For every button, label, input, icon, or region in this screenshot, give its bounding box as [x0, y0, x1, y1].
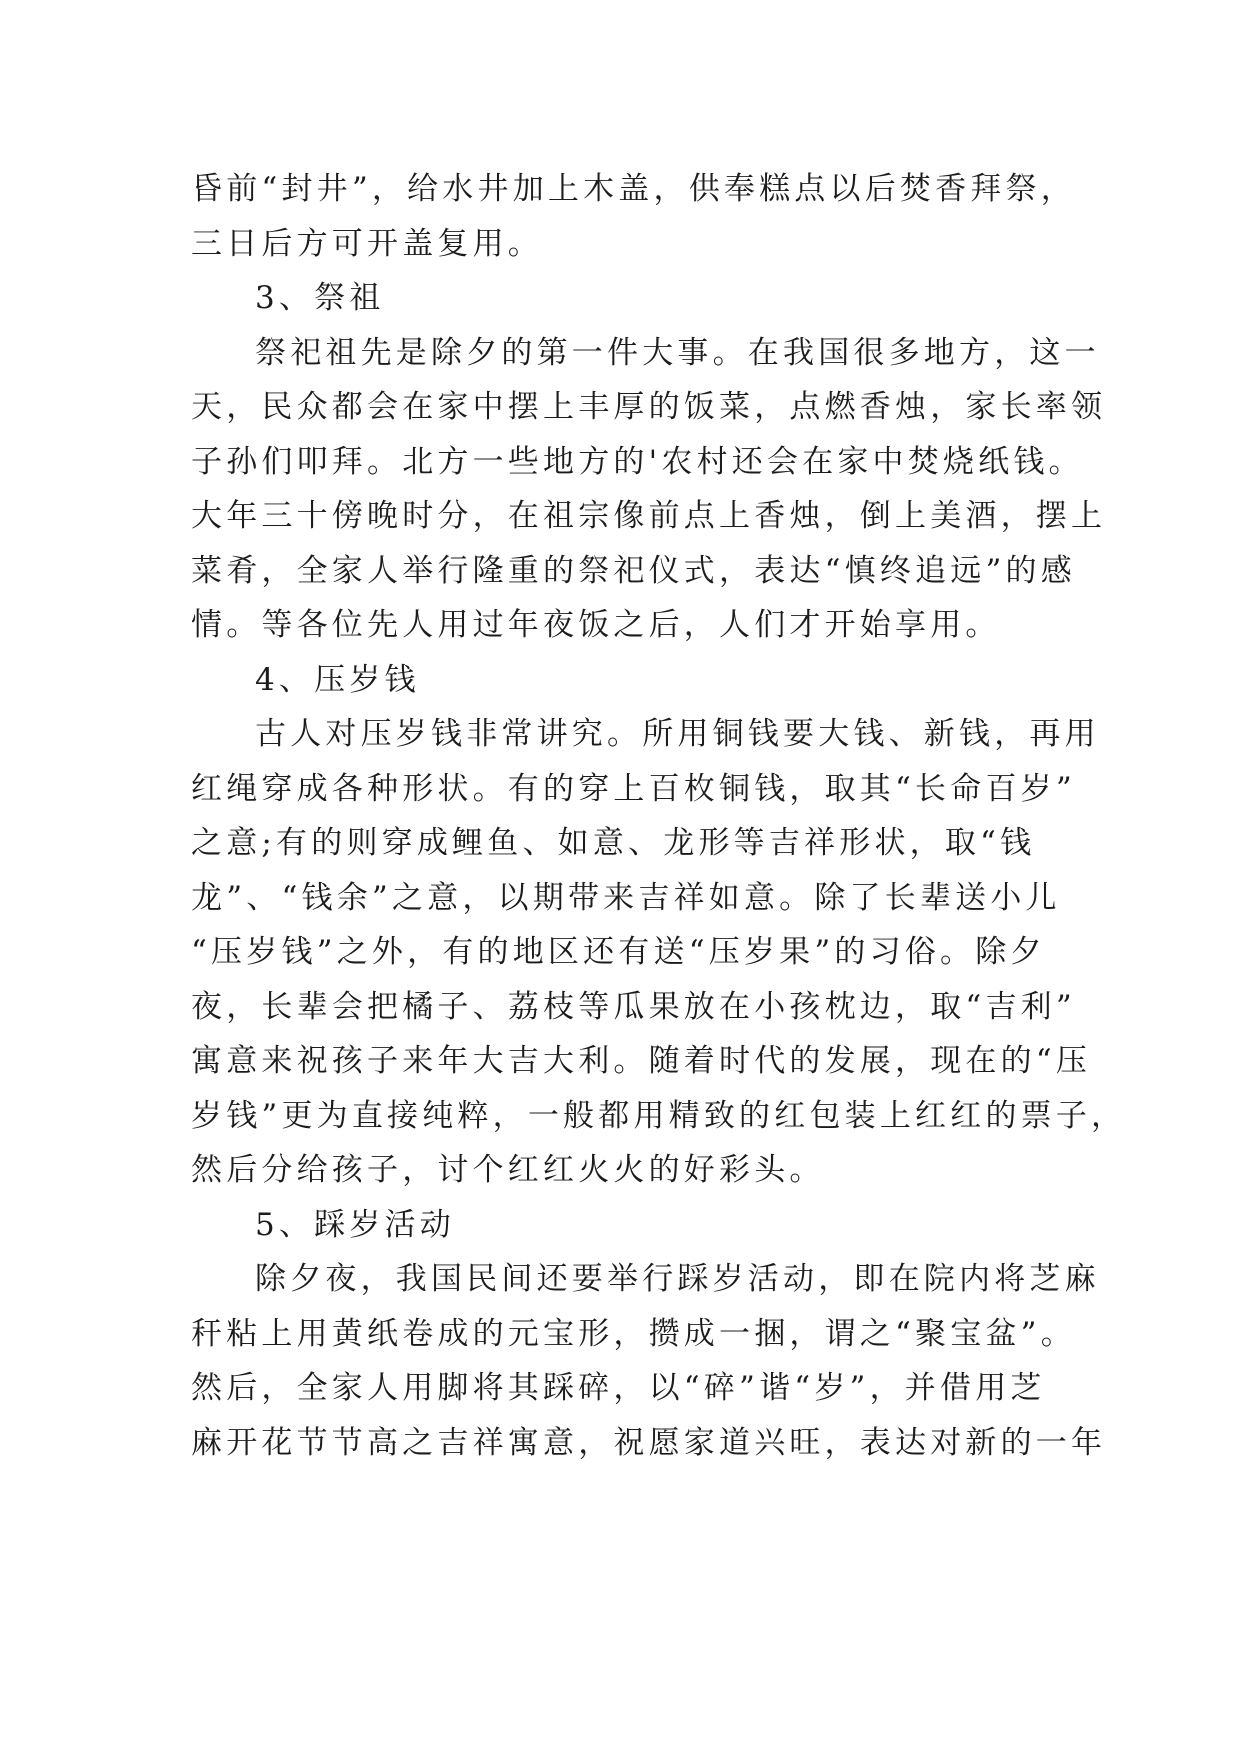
text-line: 古人对压岁钱非常讲究。所用铜钱要大钱、新钱，再用 [255, 716, 1100, 752]
text-line: 秆粘上用黄纸卷成的元宝形，攒成一捆，谓之“聚宝盆”。 [191, 1315, 1076, 1352]
text-line: 昏前“封井”，给水井加上木盖，供奉糕点以后焚香拜祭， [191, 171, 1076, 207]
text-line: 然后，全家人用脚将其踩碎，以“碎”谐“岁”，并借用芝 [191, 1370, 1046, 1406]
document-text-body [191, 162, 1127, 1470]
text-line: 红绳穿成各种形状。有的穿上百枚铜钱，取其“长命百岁” [191, 770, 1076, 807]
text-line: 祭祀祖先是除夕的第一件大事。在我国很多地方，这一 [255, 334, 1100, 371]
text-line: 三日后方可开盖复用。 [191, 225, 543, 262]
text-line: 天，民众都会在家中摆上丰厚的饭菜，点燃香烛，家长率领 [191, 389, 1107, 425]
text-line: 岁钱”更为直接纯粹，一般都用精致的红包装上红红的票子， [191, 1097, 1127, 1134]
text-line: 情。等各位先人用过年夜饭之后，人们才开始享用。 [191, 607, 1001, 643]
text-line: 子孙们叩拜。北方一些地方的'农村还会在家中焚烧纸钱。 [191, 443, 1084, 480]
text-line: 除夕夜，我国民间还要举行踩岁活动，即在院内将芝麻 [255, 1261, 1100, 1297]
text-line: 大年三十傍晚时分，在祖宗像前点上香烛，倒上美酒，摆上 [191, 498, 1107, 534]
text-line: 菜肴，全家人举行隆重的祭祀仪式，表达“慎终追远”的感 [191, 552, 1076, 589]
text-line: 然后分给孩子，讨个红红火火的好彩头。 [191, 1152, 825, 1188]
text-line: 寓意来祝孩子来年大吉大利。随着时代的发展，现在的“压 [191, 1043, 1092, 1079]
text-line: “压岁钱”之外，有的地区还有送“压岁果”的习俗。除夕 [191, 934, 1046, 970]
section-heading: 3、祭祖 [255, 280, 385, 316]
section-heading: 4、压岁钱 [255, 661, 420, 698]
text-line: 龙”、“钱余”之意，以期带来吉祥如意。除了长辈送小儿 [191, 879, 1061, 916]
text-line: 夜，长辈会把橘子、荔枝等瓜果放在小孩枕边，取“吉利” [191, 988, 1076, 1025]
text-line: 麻开花节节高之吉祥寓意，祝愿家道兴旺，表达对新的一年 [191, 1424, 1107, 1461]
text-line: 之意;有的则穿成鲤鱼、如意、龙形等吉祥形状，取“钱 [191, 825, 1036, 861]
section-heading: 5、踩岁活动 [255, 1206, 455, 1243]
